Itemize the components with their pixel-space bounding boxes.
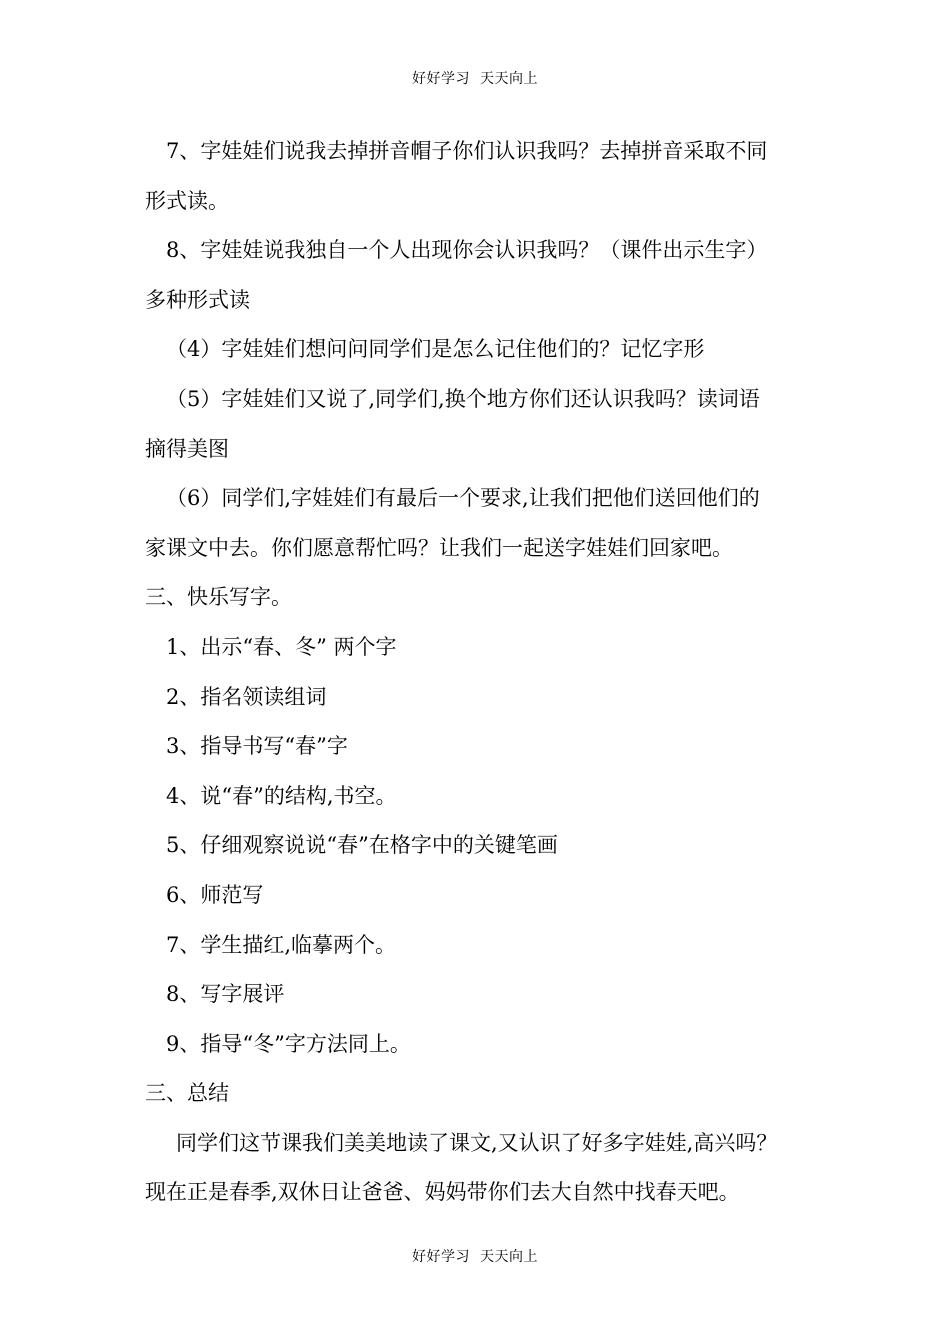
text-line: 8、字娃娃说我独自一个人出现你会认识我吗？（课件出示生字） [166, 238, 768, 263]
list-item: 8、写字展评 [166, 982, 285, 1007]
running-header: 好好学习 天天向上 [412, 71, 538, 87]
list-item: 6、师范写 [166, 882, 264, 907]
text-line: 多种形式读 [145, 287, 250, 312]
text-line: 7、字娃娃们说我去掉拼音帽子你们认识我吗？去掉拼音采取不同 [166, 139, 768, 163]
text-line: 现在正是春季,双休日让爸爸、妈妈带你们去大自然中找春天吧。 [145, 1180, 740, 1205]
list-item: 1、出示“春、冬” 两个字 [166, 634, 397, 659]
section-heading: 三、快乐写字。 [145, 585, 292, 610]
text-line: 家课文中去。你们愿意帮忙吗？让我们一起送字娃娃们回家吧。 [145, 535, 733, 560]
text-line: （4）字娃娃们想问问同学们是怎么记住他们的？记忆字形 [166, 337, 705, 362]
running-footer: 好好学习 天天向上 [412, 1249, 538, 1265]
list-item: 7、学生描红,临摹两个。 [166, 932, 397, 957]
list-item: 9、指导“冬”字方法同上。 [166, 1031, 411, 1056]
document-body [145, 127, 810, 1218]
section-heading: 三、总结 [145, 1081, 229, 1106]
list-item: 2、指名领读组词 [166, 684, 327, 709]
text-line: 同学们这节课我们美美地读了课文,又认识了好多字娃娃,高兴吗？ [176, 1130, 778, 1155]
text-line: 摘得美图 [145, 436, 229, 461]
list-item: 5、仔细观察说说“春”在格字中的关键笔画 [166, 833, 558, 858]
text-line: （6）同学们,字娃娃们有最后一个要求,让我们把他们送回他们的 [166, 486, 760, 511]
text-line: （5）字娃娃们又说了,同学们,换个地方你们还认识我吗？读词语 [166, 386, 760, 411]
text-line: 形式读。 [145, 188, 229, 213]
list-item: 3、指导书写“春”字 [166, 734, 348, 759]
list-item: 4、说“春”的结构,书空。 [166, 783, 397, 808]
